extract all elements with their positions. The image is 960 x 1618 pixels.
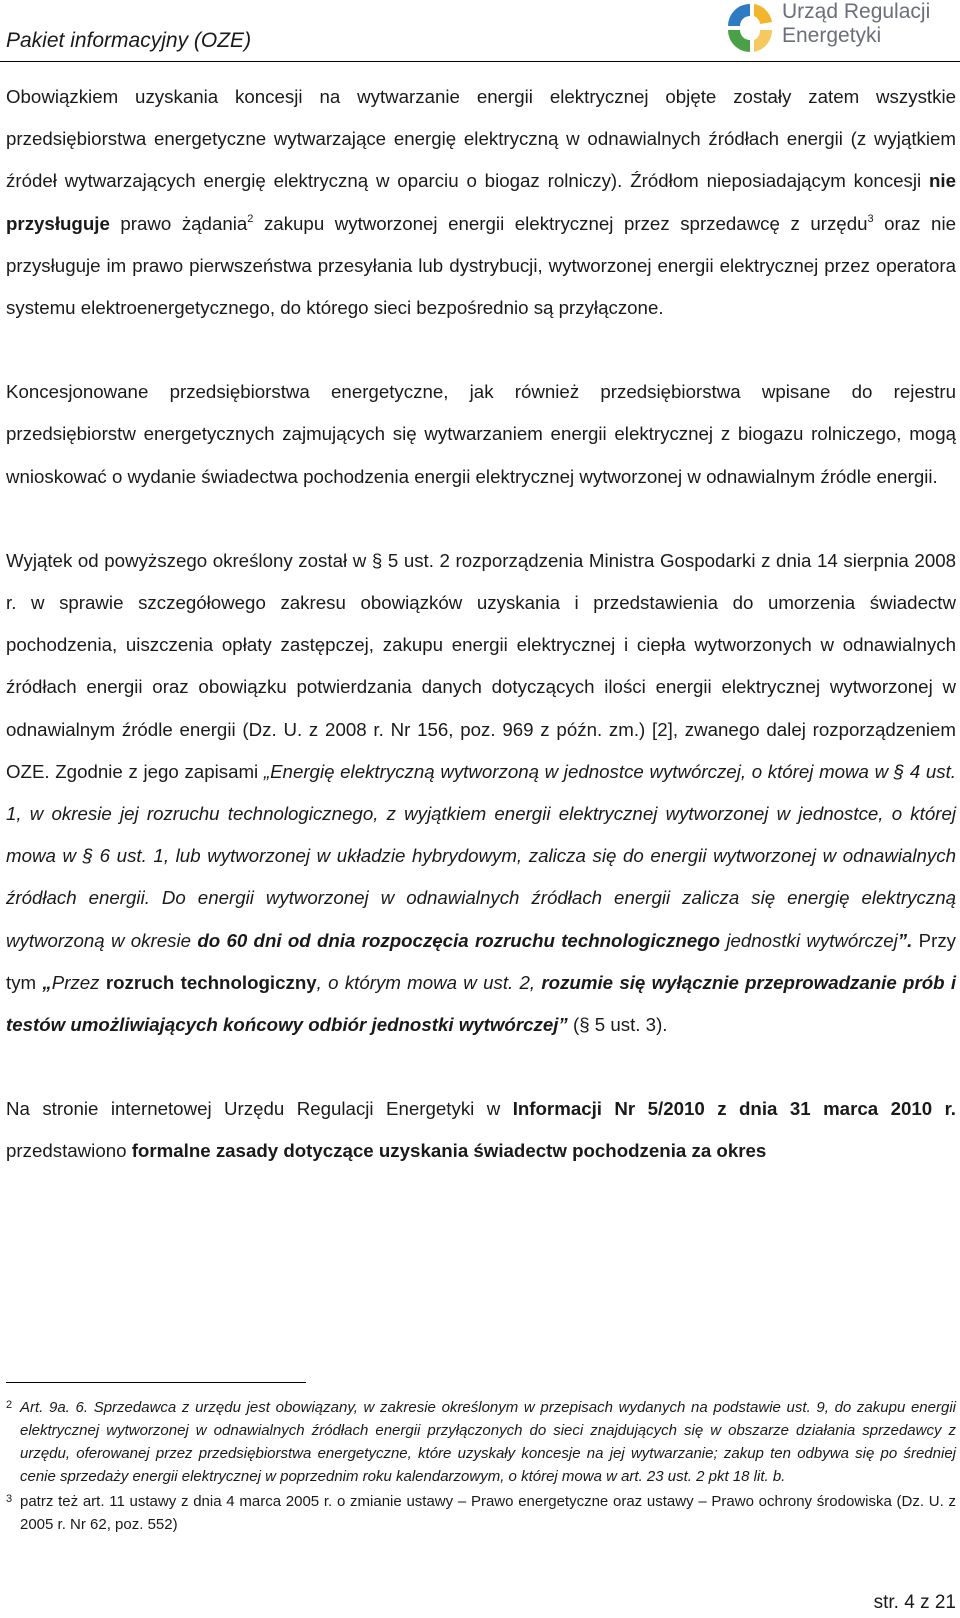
footnote-text: patrz też art. 11 ustawy z dnia 4 marca 2005 r. o zmianie ustawy – Prawo energetyczne oraz ustawy – Prawo ochrony środowiska (Dz. U. z 2005 r. Nr 62, poz. 552): [20, 1493, 956, 1533]
page-header: [0, 0, 960, 62]
footnotes: [6, 1396, 956, 1538]
paragraph-3: Wyjątek od powyższego określony został w § 5 ust. 2 rozporządzenia Ministra Gospodarki z dnia 14 sierpnia 2008 r. w sprawie szczegółowego zakresu obowiązków uzyskania i przedstawienia do umorzenia świadectw pochodzenia, uiszczenia opłaty zastępczej, zakupu energii elektrycznej i ciepła wytworzonych w odnawialnych źródłach energii oraz obowiązku potwierdzania danych dotyczących ilości energii elektrycznej wytworzonej w odnawialnym źródle energii (Dz. U. z 2008 r. Nr 156, poz. 969 z późn. zm.) [2], zwanego dalej rozporządzeniem OZE. Zgodnie z jego zapisami „Energię elektryczną wytworzoną w jednostce wytwórczej, o której mowa w § 4 ust. 1, w okresie jej rozruchu technologicznego, z wyjątkiem energii elektrycznej wytworzonej w jednostce, o której mowa w § 6 ust. 1, lub wytworzonej w układzie hybrydowym, zalicza się do energii wytworzonej w odnawialnych źródłach energii. Do energii wytworzonej w odnawialnych źródłach energii zalicza się energię elektryczną wytworzoną w okresie do 60 dni od dnia rozpoczęcia rozruchu technologicznego jednostki wytwórczej”. Przy tym „Przez rozruch technologiczny, o którym mowa w ust. 2, rozumie się wyłącznie przeprowadzanie prób i testów umożliwiających końcowy odbiór jednostki wytwórczej” (§ 5 ust. 3).: [6, 549, 957, 1036]
footnote-ref-2[interactable]: 2: [247, 212, 254, 225]
footnote-text: Art. 9a. 6. Sprzedawca z urzędu jest obowiązany, w zakresie określonym w przepisach wydanych na podstawie ust. 9, do zakupu energii elektrycznej wytworzonej w odnawialnych źródłach energii przyłączonych do sieci znajdujących się w obszarze działania sprzedawcy z urzędu, oferowanej przez przedsiębiorstwa energetyczne, które uzyskały koncesje na jej wytwarzanie; zakup ten odbywa się po średniej cenie sprzedaży energii elektrycznej w poprzednim roku kalendarzowym, o której mowa w art. 23 ust. 2 pkt 18 lit. b.: [20, 1399, 956, 1485]
footnote-3: [6, 1490, 956, 1536]
footnote-2: [6, 1396, 956, 1488]
document-body: [6, 76, 956, 1215]
ure-logo-text: Urząd Regulacji Energetyki: [782, 0, 931, 47]
footnote-number: 3: [6, 1493, 13, 1505]
page-number: str. 4 z 21: [873, 1592, 956, 1613]
ure-logo-icon: [720, 0, 780, 56]
document-title: Pakiet informacyjny (OZE): [6, 29, 252, 52]
paragraph-1: Obowiązkiem uzyskania koncesji na wytwarzanie energii elektrycznej objęte zostały zatem wszystkie przedsiębiorstwa energetyczne wytwarzające energię elektryczną w odnawialnych źródłach energii (z wyjątkiem źródeł wytwarzających energię elektryczną w oparciu o biogaz rolniczy). Źródłom nieposiadającym koncesji nie przysługuje prawo żądania$^2$ zakupu wytworzonej energii elektrycznej przez sprzedawcę z urzędu$^3$ oraz nie przysługuje im prawo pierwszeństwa przesyłania lub dystrybucji, wytworzonej energii elektrycznej przez operatora systemu elektroenergetycznego, do którego sieci bezpośrednio są przyłączone.: [6, 86, 956, 319]
paragraph-4: Na stronie internetowej Urzędu Regulacji Energetyki w Informacji Nr 5/2010 z dnia 31 marca 2010 r. przedstawiono formalne zasady dotyczące uzyskania świadectw pochodzenia za okres: [6, 1098, 957, 1162]
footnote-number: 2: [6, 1399, 13, 1411]
footnote-separator: [6, 1382, 306, 1383]
footnote-ref-3[interactable]: 3: [867, 212, 874, 225]
ure-logo: [720, 0, 960, 56]
paragraph-2: Koncesjonowane przedsiębiorstwa energetyczne, jak również przedsiębiorstwa wpisane do rejestru przedsiębiorstw energetycznych zajmujących się wytwarzaniem energii elektrycznej z biogazu rolniczego, mogą wnioskować o wydanie świadectwa pochodzenia energii elektrycznej wytworzonej w odnawialnym źródle energii.: [6, 381, 956, 487]
